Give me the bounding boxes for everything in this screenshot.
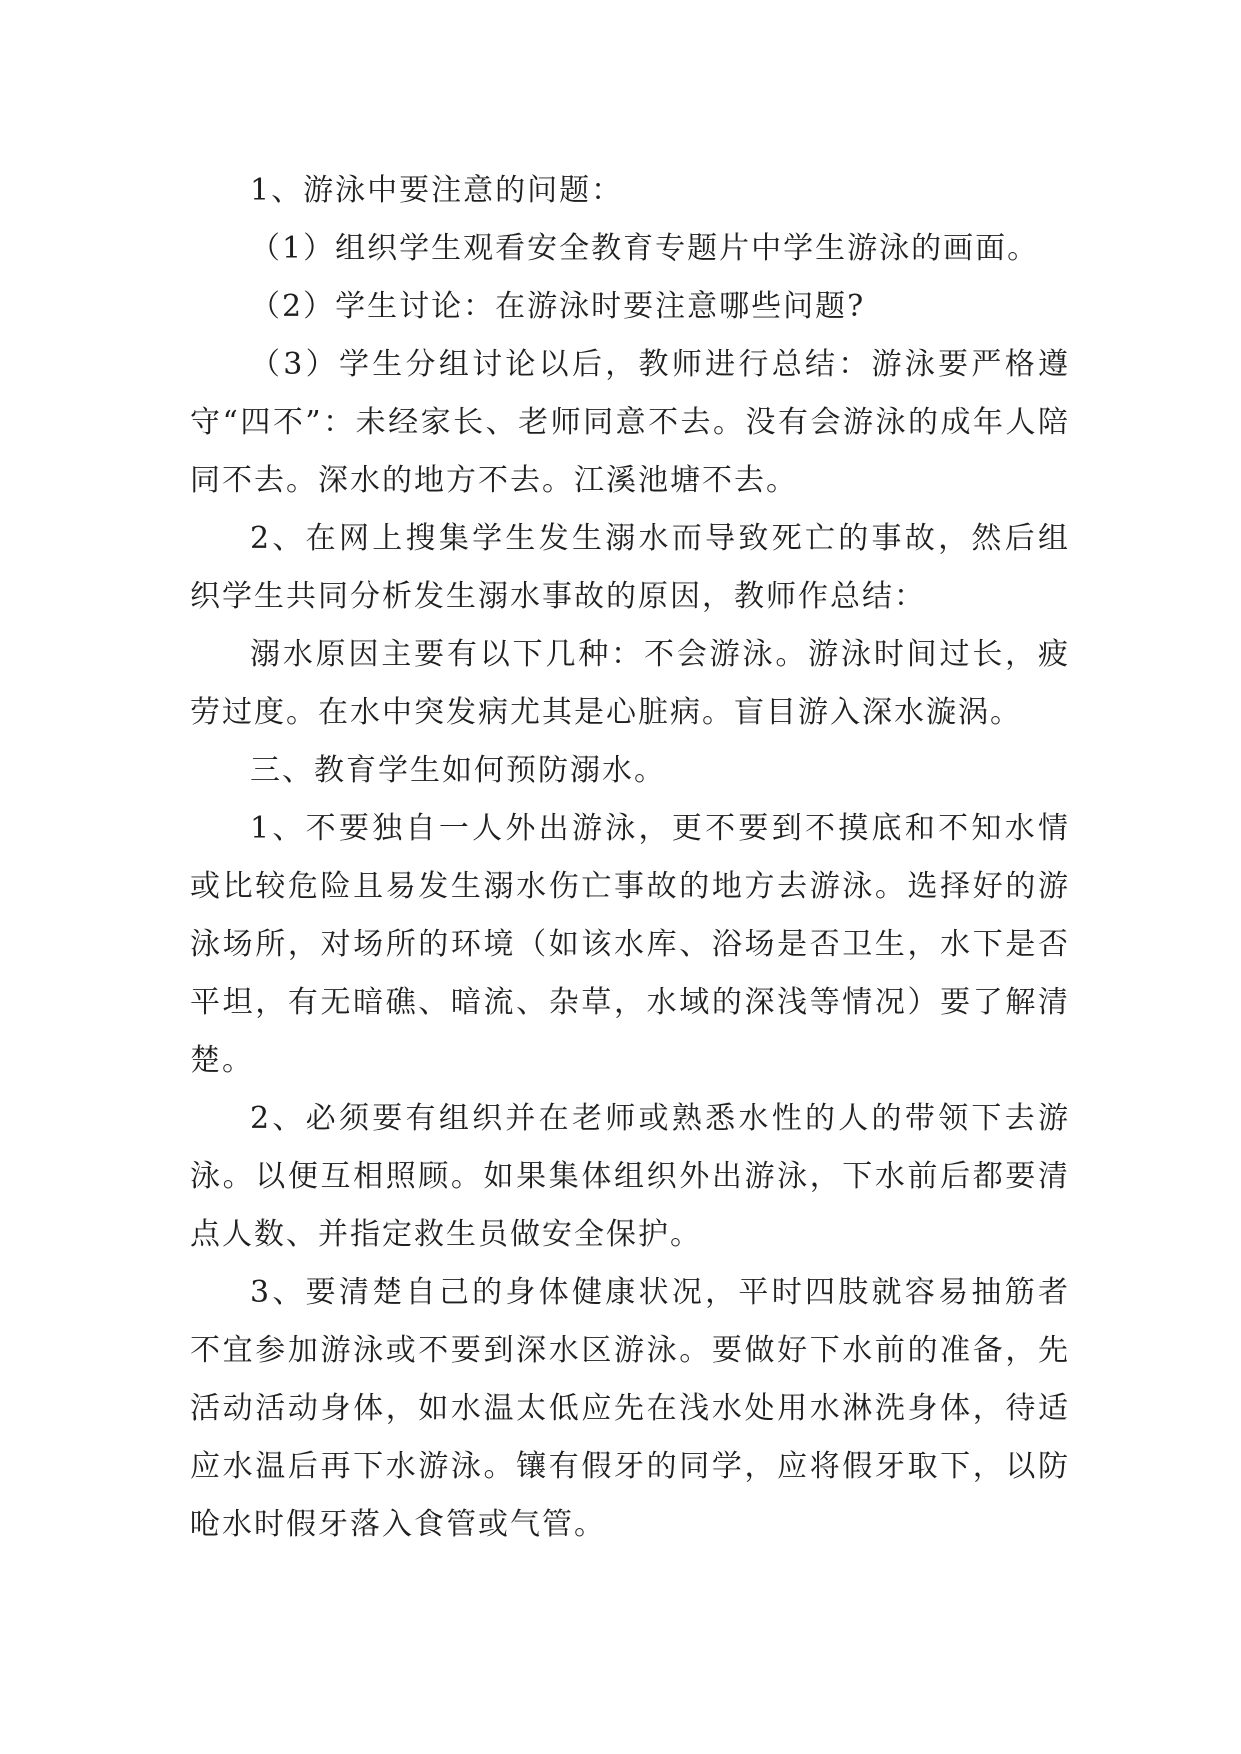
paragraph-1-item-1: （1）组织学生观看安全教育专题片中学生游泳的画面。 — [250, 231, 1040, 266]
prevention-item-1: 1、不要独自一人外出游泳，更不要到不摸底和不知水情或比较危险且易发生溺水伤亡事故的地方去游泳。选择好的游泳场所，对场所的环境（如该水库、浴场是否卫生，水下是否平坦，有无暗礁、暗流、杂草，水域的深浅等情况）要了解清楚。 — [190, 811, 1070, 1078]
paragraph-1-item-3: （3）学生分组讨论以后，教师进行总结：游泳要严格遵守“四不”：未经家长、老师同意不去。没有会游泳的成年人陪同不去。深水的地方不去。江溪池塘不去。 — [190, 347, 1070, 498]
section-heading-prevention: 三、教育学生如何预防溺水。 — [250, 753, 666, 788]
prevention-item-3: 3、要清楚自己的身体健康状况，平时四肢就容易抽筋者不宜参加游泳或不要到深水区游泳。要做好下水前的准备，先活动活动身体，如水温太低应先在浅水处用水淋洗身体，待适应水温后再下水游泳。镶有假牙的同学，应将假牙取下，以防呛水时假牙落入食管或气管。 — [190, 1275, 1070, 1542]
paragraph-drowning-causes: 溺水原因主要有以下几种：不会游泳。游泳时间过长，疲劳过度。在水中突发病尤其是心脏病。盲目游入深水漩涡。 — [190, 637, 1070, 730]
paragraph-1-heading: 1、游泳中要注意的问题： — [250, 173, 624, 208]
paragraph-2: 2、在网上搜集学生发生溺水而导致死亡的事故，然后组织学生共同分析发生溺水事故的原因，教师作总结： — [190, 521, 1070, 614]
paragraph-1-item-2: （2）学生讨论：在游泳时要注意哪些问题? — [250, 289, 866, 324]
prevention-item-2: 2、必须要有组织并在老师或熟悉水性的人的带领下去游泳。以便互相照顾。如果集体组织外出游泳，下水前后都要清点人数、并指定救生员做安全保护。 — [190, 1101, 1070, 1252]
document-body — [190, 162, 1070, 1554]
